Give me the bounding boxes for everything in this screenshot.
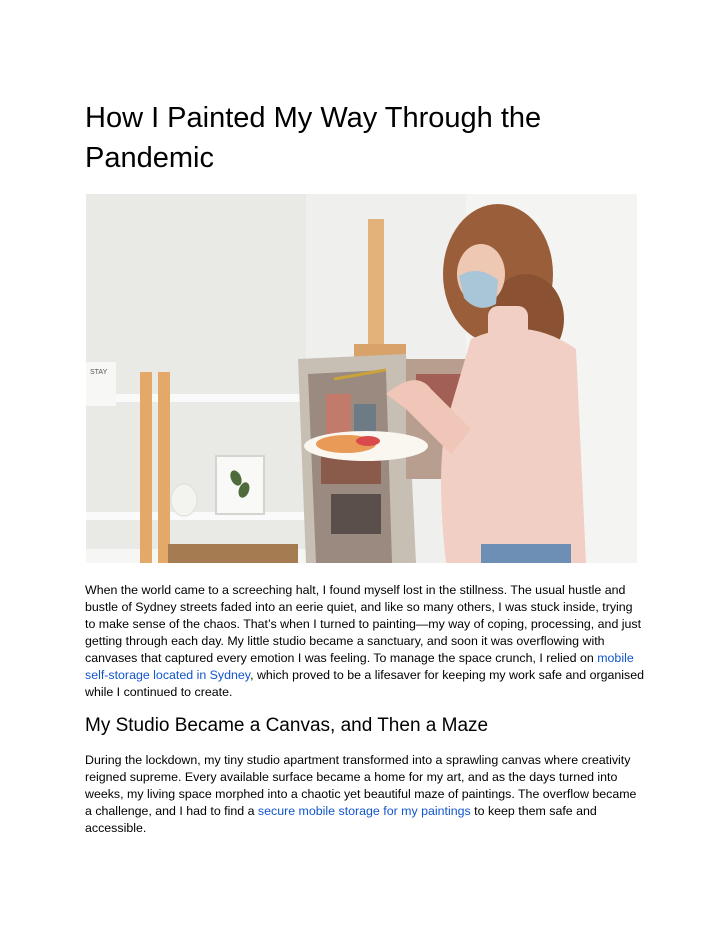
- article-title: How I Painted My Way Through the Pandemic: [85, 102, 542, 174]
- paragraph2-text-start: During the lockdown, my tiny studio apartment transformed into a sprawling canvas where creativity reigned supreme. Every available surface became a home for my art, and as the days turned into weeks, my living space morphed into a chaotic yet beautiful maze of paintings. The overflow became a challenge, and I had to find a: [85, 753, 637, 818]
- mobile-self-storage-link[interactable]: mobile self-storage located in Sydney: [85, 651, 634, 682]
- hero-image: [86, 194, 637, 563]
- paragraph2-text-end: to keep them safe and accessible.: [85, 804, 597, 835]
- studio-paragraph: [85, 752, 645, 837]
- painter-illustration: [86, 194, 637, 563]
- secure-storage-link[interactable]: secure mobile storage for my paintings: [257, 804, 471, 818]
- paragraph1-text-end: , which proved to be a lifesaver for keeping my work safe and organised while I continued to create.: [85, 668, 645, 699]
- paragraph1-text-start: When the world came to a screeching halt, I found myself lost in the stillness. The usual hustle and bustle of Sydney streets faded into an eerie quiet, and like so many others, I was stuck inside, trying to make sense of the chaos. That’s when I turned to painting—my way of coping, processing, and just getting through each day. My little studio became a sanctuary, and soon it was overflowing with canvases that captured every emotion I was feeling. To manage the space crunch, I relied on: [85, 583, 642, 665]
- section-heading: My Studio Became a Canvas, and Then a Maze: [85, 715, 489, 736]
- shelf-sign-text: STAY: [90, 369, 108, 376]
- intro-paragraph: [85, 582, 645, 701]
